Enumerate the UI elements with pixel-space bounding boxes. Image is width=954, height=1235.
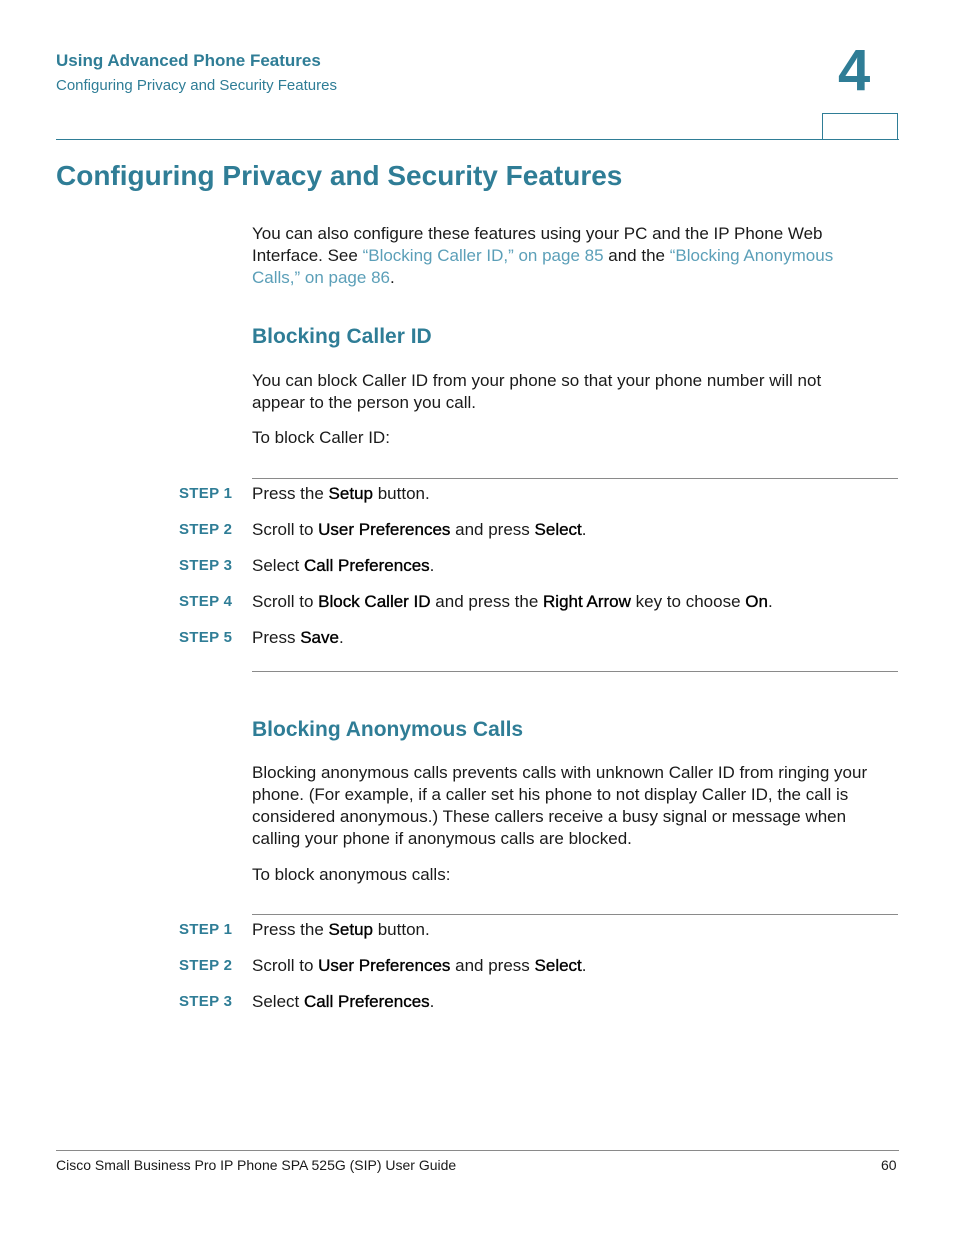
step-label: STEP 2 (179, 957, 233, 974)
step-label: STEP 1 (179, 921, 233, 938)
intro-text-1: You can also configure these features using your PC and the IP Phone Web Interface. See (252, 224, 823, 265)
ui-term: User Preferences (318, 956, 451, 975)
step-text (252, 956, 587, 976)
ui-term: Select (534, 956, 582, 975)
ui-term: Setup (328, 920, 373, 939)
header-divider (56, 139, 899, 140)
step-text (252, 920, 430, 940)
ui-term: Call Preferences (303, 556, 430, 575)
step-text-part: Press the (252, 920, 329, 939)
page-title: Configuring Privacy and Security Features (56, 160, 623, 191)
step-text-part: key to choose (630, 592, 746, 611)
step-label: STEP 5 (179, 629, 233, 646)
step-label: STEP 4 (179, 593, 233, 610)
section-heading-blocking-caller-id: Blocking Caller ID (252, 325, 432, 348)
step-label: STEP 2 (179, 521, 233, 538)
intro-paragraph (252, 223, 872, 289)
header-section-title: Configuring Privacy and Security Features (56, 77, 337, 94)
ui-term: Save (300, 628, 339, 647)
header-chapter-title: Using Advanced Phone Features (56, 51, 321, 70)
step-text-part: . (581, 520, 587, 539)
step-text-part: Select (252, 556, 304, 575)
section2-description: Blocking anonymous calls prevents calls with unknown Caller ID from ringing your phone. (For example, if a caller set his phone to not display Caller ID, the call is considered anonymous.) These callers receive a busy signal or message when calling your phone if anonymous calls are blocked. (252, 763, 868, 848)
step-text-part: . (429, 556, 435, 575)
ui-term: User Preferences (318, 520, 451, 539)
section1-lead-in: To block Caller ID: (252, 428, 390, 447)
step-text-part: . (338, 628, 344, 647)
chapter-number: 4 (838, 38, 871, 103)
steps-bottom-rule (252, 671, 898, 672)
step-text-part: and press the (430, 592, 544, 611)
intro-text-3: . (389, 268, 395, 287)
steps-top-rule (252, 914, 898, 915)
section2-lead-in: To block anonymous calls: (252, 865, 451, 884)
footer-divider (56, 1150, 899, 1151)
ui-term: Select (534, 520, 582, 539)
steps-top-rule (252, 478, 898, 479)
step-text-part: and press (450, 956, 535, 975)
step-text (252, 556, 434, 576)
step-text-part: and press (450, 520, 535, 539)
step-text (252, 520, 587, 540)
footer-page-number: 60 (881, 1157, 897, 1173)
footer-guide-title: Cisco Small Business Pro IP Phone SPA 525G (SIP) User Guide (56, 1157, 457, 1173)
step-text-part: button. (372, 484, 430, 503)
step-text (252, 592, 773, 612)
step-text (252, 992, 434, 1012)
step-text-part: Scroll to (252, 592, 319, 611)
ui-term: Block Caller ID (318, 592, 431, 611)
step-text-part: button. (372, 920, 430, 939)
step-label: STEP 3 (179, 557, 233, 574)
link-blocking-caller-id[interactable]: “Blocking Caller ID,” on page 85 (362, 246, 604, 265)
step-label: STEP 3 (179, 993, 233, 1010)
intro-text-2: and the (603, 246, 670, 265)
ui-term: Right Arrow (543, 592, 631, 611)
step-text-part: Press the (252, 484, 329, 503)
step-text-part: Select (252, 992, 304, 1011)
link-blocking-anonymous-calls[interactable]: “Blocking Anonymous Calls,” on page 86 (252, 246, 834, 287)
step-label: STEP 1 (179, 485, 233, 502)
step-text-part: . (581, 956, 587, 975)
section-heading-blocking-anonymous-calls: Blocking Anonymous Calls (252, 718, 524, 741)
ui-term: Setup (328, 484, 373, 503)
step-text-part: Scroll to (252, 520, 319, 539)
ui-term: Call Preferences (303, 992, 430, 1011)
step-text-part: Press (252, 628, 301, 647)
step-text (252, 484, 430, 504)
section1-description: You can block Caller ID from your phone so that your phone number will not appear to the person you call. (252, 371, 822, 412)
chapter-tab-box (822, 113, 898, 139)
ui-term: On (745, 592, 768, 611)
step-text-part: . (429, 992, 435, 1011)
step-text-part: Scroll to (252, 956, 319, 975)
step-text-part: . (767, 592, 773, 611)
step-text (252, 628, 344, 648)
